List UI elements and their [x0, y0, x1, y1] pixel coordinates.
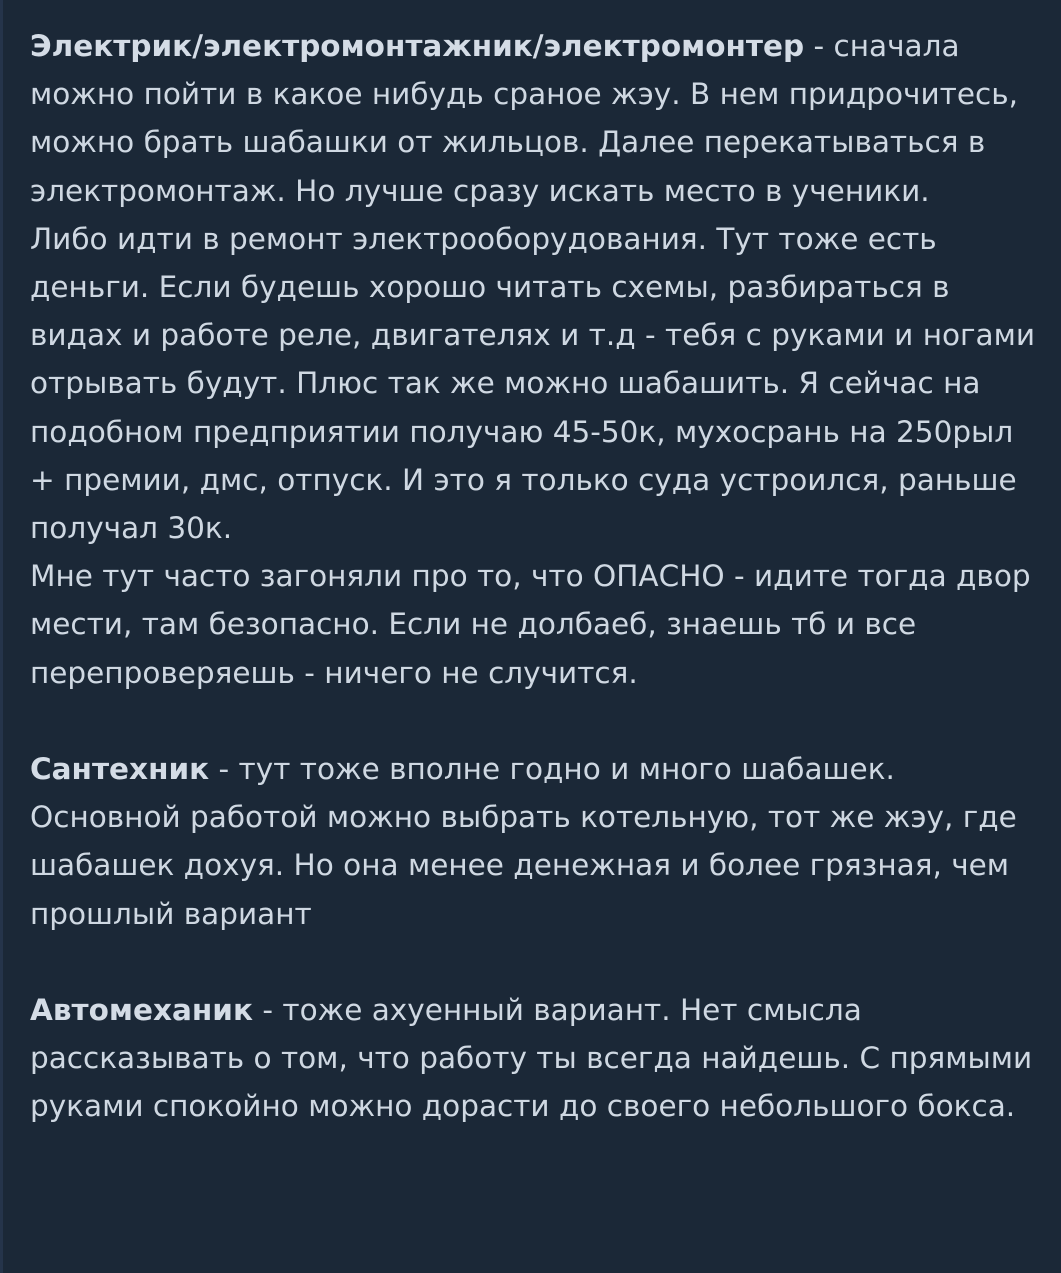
safety-paragraph: Мне тут часто загоняли про то, что ОПАСНО - идите тогда двор мести, там безопасно. Если не долбаеб, знаешь тб и все перепроверяешь - ничего не случится. — [30, 559, 1031, 690]
plumber-text: - тут тоже вполне годно и много шабашек. Основной работой можно выбрать котельную, тот же жэу, где шабашек дохуя. Но она менее денежная и более грязная, чем прошлый вариант — [30, 752, 1017, 931]
plumber-paragraph — [30, 745, 1041, 938]
equipment-repair-paragraph: Либо идти в ремонт электрооборудования. Тут тоже есть деньги. Если будешь хорошо читать схемы, разбираться в видах и работе реле, двигателях и т.д - тебя с руками и ногами отрывать будут. Плюс так же можно шабашить. Я сейчас на подобном предприятии получаю 45-50к, мухосрань на 250рыл + премии, дмс, отпуск. И это я только суда устроился, раньше получал 30к. — [30, 221, 1036, 546]
electrician-paragraph — [30, 22, 1041, 215]
electrician-heading: Электрик/электромонтажник/электромонтер — [30, 29, 805, 63]
electrician-intro-text: - сначала можно пойти в какое нибудь сраное жэу. В нем придрочитесь, можно брать шабашки от жильцов. Далее перекатываться в электромонтаж. Но лучше сразу искать место в ученики. — [30, 29, 1018, 208]
mechanic-text: - тоже ахуенный вариант. Нет смысла рассказывать о том, что работу ты всегда найдешь. С прямыми руками спокойно можно дорасти до своего небольшого бокса. — [30, 993, 1033, 1124]
mechanic-paragraph — [30, 986, 1041, 1131]
section-spacer — [30, 697, 1041, 745]
section-spacer — [30, 938, 1041, 986]
plumber-heading: Сантехник — [30, 752, 210, 787]
mechanic-heading: Автомеханик — [30, 993, 253, 1028]
